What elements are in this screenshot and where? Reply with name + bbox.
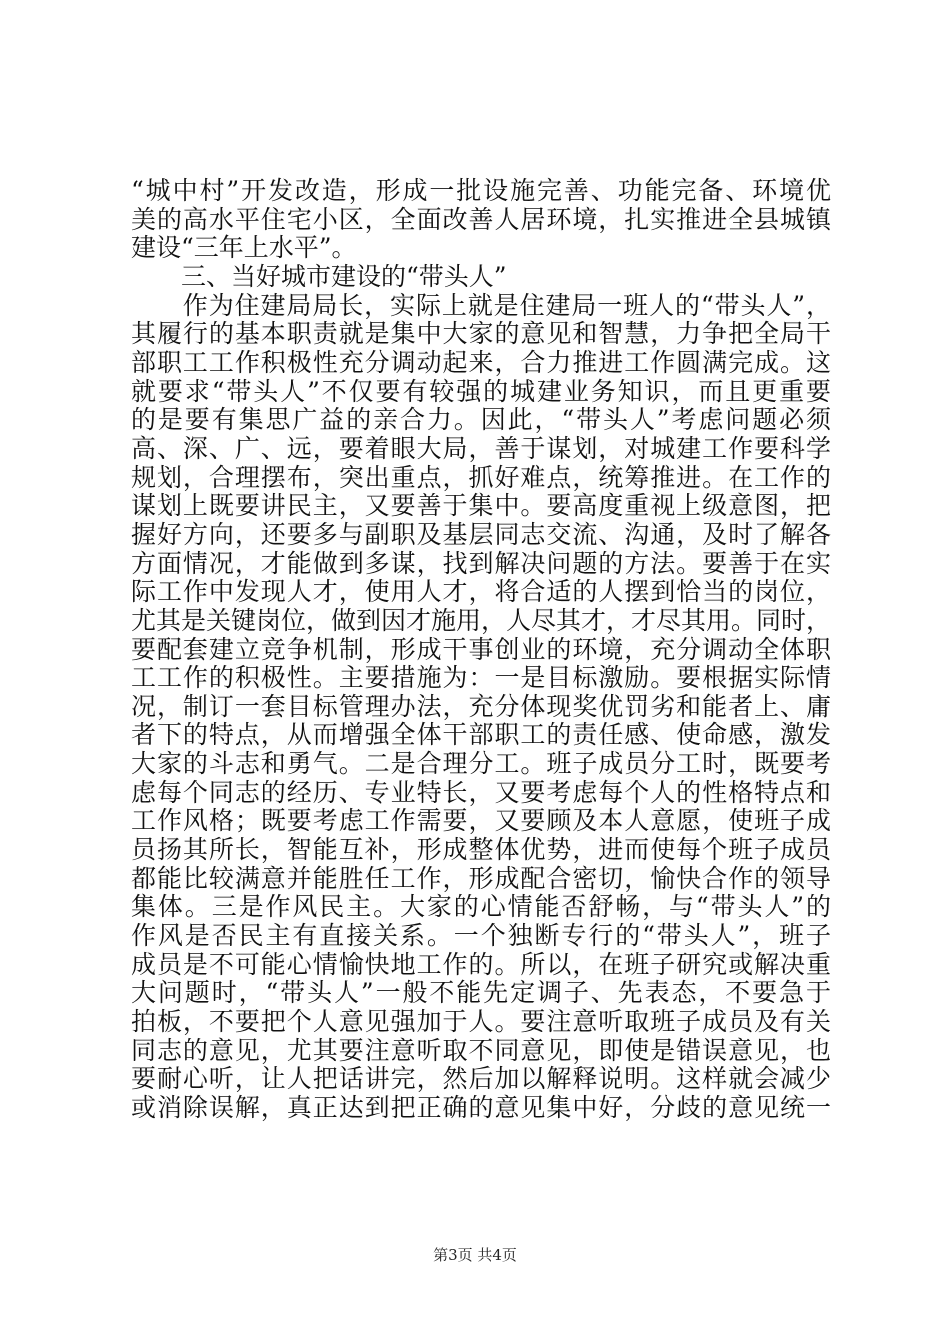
text-line: 握好方向，还要多与副职及基层同志交流、沟通，及时了解各 xyxy=(131,520,831,549)
section-heading: 三、当好城市建设的“带头人” xyxy=(131,262,507,291)
text-line: 工作风格；既要考虑工作需要，又要顾及本人意愿，使班子成 xyxy=(131,807,831,836)
text-line: 建设“三年上水平”。 xyxy=(131,234,357,263)
text-line: 就要求“带头人”不仅要有较强的城建业务知识，而且更重要 xyxy=(131,377,831,406)
body-text xyxy=(131,177,831,1123)
text-line: 的是要有集思广益的亲合力。因此，“带头人”考虑问题必须 xyxy=(131,406,831,435)
text-line: 作为住建局局长，实际上就是住建局一班人的“带头人”， xyxy=(131,291,831,320)
text-line: 规划，合理摆布，突出重点，抓好难点，统筹推进。在工作的 xyxy=(131,463,831,492)
text-line: 员扬其所长，智能互补，形成整体优势，进而使每个班子成员 xyxy=(131,836,831,865)
text-line: 大家的斗志和勇气。二是合理分工。班子成员分工时，既要考 xyxy=(131,750,831,779)
text-line: 拍板，不要把个人意见强加于人。要注意听取班子成员及有关 xyxy=(131,1008,831,1037)
page-number-footer: 第3页 共4页 xyxy=(433,1246,517,1264)
text-line: 集体。三是作风民主。大家的心情能否舒畅，与“带头人”的 xyxy=(131,893,831,922)
text-line: 都能比较满意并能胜任工作，形成配合密切，愉快合作的领导 xyxy=(131,864,831,893)
text-line: 方面情况，才能做到多谋，找到解决问题的方法。要善于在实 xyxy=(131,549,831,578)
text-line: 要配套建立竞争机制，形成干事创业的环境，充分调动全体职 xyxy=(131,635,831,664)
text-line: 部职工工作积极性充分调动起来，合力推进工作圆满完成。这 xyxy=(131,348,831,377)
text-line: 虑每个同志的经历、专业特长，又要考虑每个人的性格特点和 xyxy=(131,778,831,807)
text-line: 或消除误解，真正达到把正确的意见集中好，分歧的意见统一 xyxy=(131,1094,831,1122)
text-line: 作风是否民主有直接关系。一个独断专行的“带头人”，班子 xyxy=(131,922,831,951)
text-line: 大问题时，“带头人”一般不能先定调子、先表态，不要急于 xyxy=(131,979,831,1008)
text-line: 际工作中发现人才，使用人才，将合适的人摆到恰当的岗位， xyxy=(131,578,831,607)
text-line: “城中村”开发改造，形成一批设施完善、功能完备、环境优 xyxy=(131,177,831,205)
text-line: 工工作的积极性。主要措施为：一是目标激励。要根据实际情 xyxy=(131,664,831,693)
text-line: 高、深、广、远，要着眼大局，善于谋划，对城建工作要科学 xyxy=(131,434,831,463)
text-line: 同志的意见，尤其要注意听取不同意见，即使是错误意见，也 xyxy=(131,1036,831,1065)
text-line: 谋划上既要讲民主，又要善于集中。要高度重视上级意图，把 xyxy=(131,492,831,521)
text-line: 尤其是关键岗位，做到因才施用，人尽其才，才尽其用。同时， xyxy=(131,606,831,635)
text-line: 况，制订一套目标管理办法，充分体现奖优罚劣和能者上、庸 xyxy=(131,692,831,721)
text-line: 美的高水平住宅小区，全面改善人居环境，扎实推进全县城镇 xyxy=(131,205,831,234)
text-line: 成员是不可能心情愉快地工作的。所以，在班子研究或解决重 xyxy=(131,950,831,979)
text-line: 者下的特点，从而增强全体干部职工的责任感、使命感，激发 xyxy=(131,721,831,750)
text-line: 要耐心听，让人把话讲完，然后加以解释说明。这样就会减少 xyxy=(131,1065,831,1094)
text-line: 其履行的基本职责就是集中大家的意见和智慧，力争把全局干 xyxy=(131,320,831,349)
